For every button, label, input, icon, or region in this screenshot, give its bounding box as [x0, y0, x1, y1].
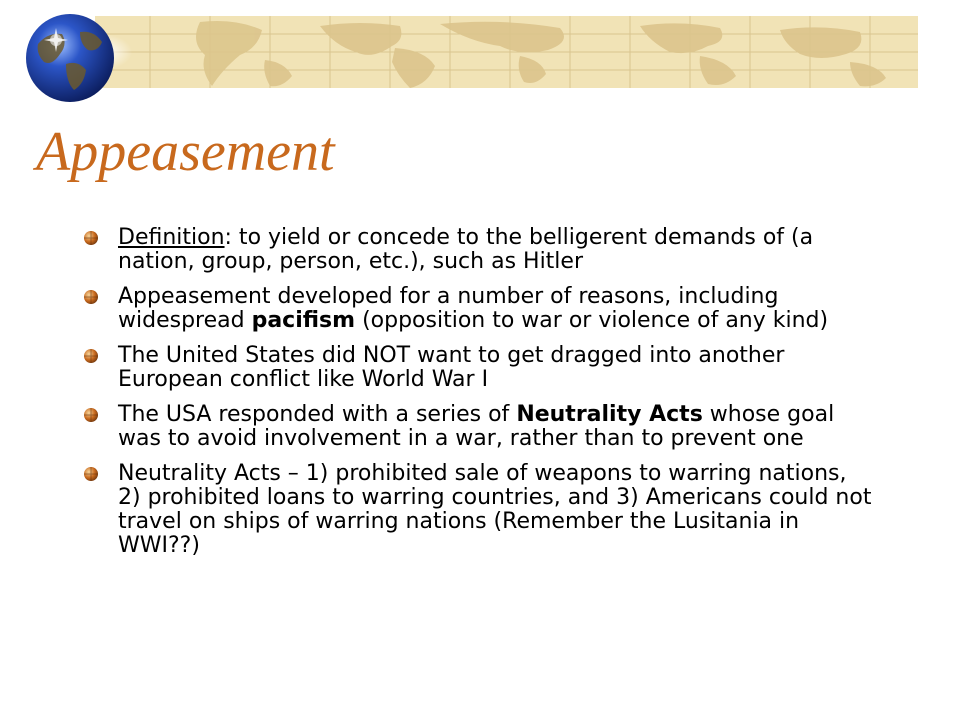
slide-title: Appeasement: [36, 121, 335, 183]
bullet-text: The USA responded with a series of: [118, 402, 517, 427]
list-item: [82, 403, 872, 451]
definition-term: Definition: [118, 225, 225, 250]
bullet-text: whose goal was to avoid involvement in a war, rather than to prevent one: [118, 402, 835, 451]
bullet-list: [82, 226, 872, 569]
globe-icon: [22, 10, 118, 106]
bullet-text: The United States did NOT want to get dragged into another European conflict like World War I: [118, 343, 785, 392]
bullet-text: (opposition to war or violence of any kind): [355, 308, 829, 333]
bullet-text: Appeasement developed for a number of reasons, including widespread: [118, 284, 779, 333]
list-item: [82, 226, 872, 274]
bullet-icon: [82, 406, 100, 424]
bullet-icon: [82, 347, 100, 365]
list-item: [82, 462, 872, 558]
bold-term: pacifism: [251, 308, 356, 333]
definition-text: : to yield or concede to the belligerent demands of (a nation, group, person, etc.), such as Hitler: [118, 225, 814, 274]
world-map-banner: [0, 0, 960, 110]
list-item: [82, 344, 872, 392]
bold-term: Neutrality Acts: [516, 402, 703, 427]
bullet-icon: [82, 229, 100, 247]
bullet-icon: [82, 465, 100, 483]
bullet-text: Neutrality Acts – 1) prohibited sale of weapons to warring nations, 2) prohibited loans to warring countries, and 3) Americans could not travel on ships of warring nations (Remember the Lusitania in WWI??): [118, 461, 872, 558]
list-item: [82, 285, 872, 333]
bullet-icon: [82, 288, 100, 306]
